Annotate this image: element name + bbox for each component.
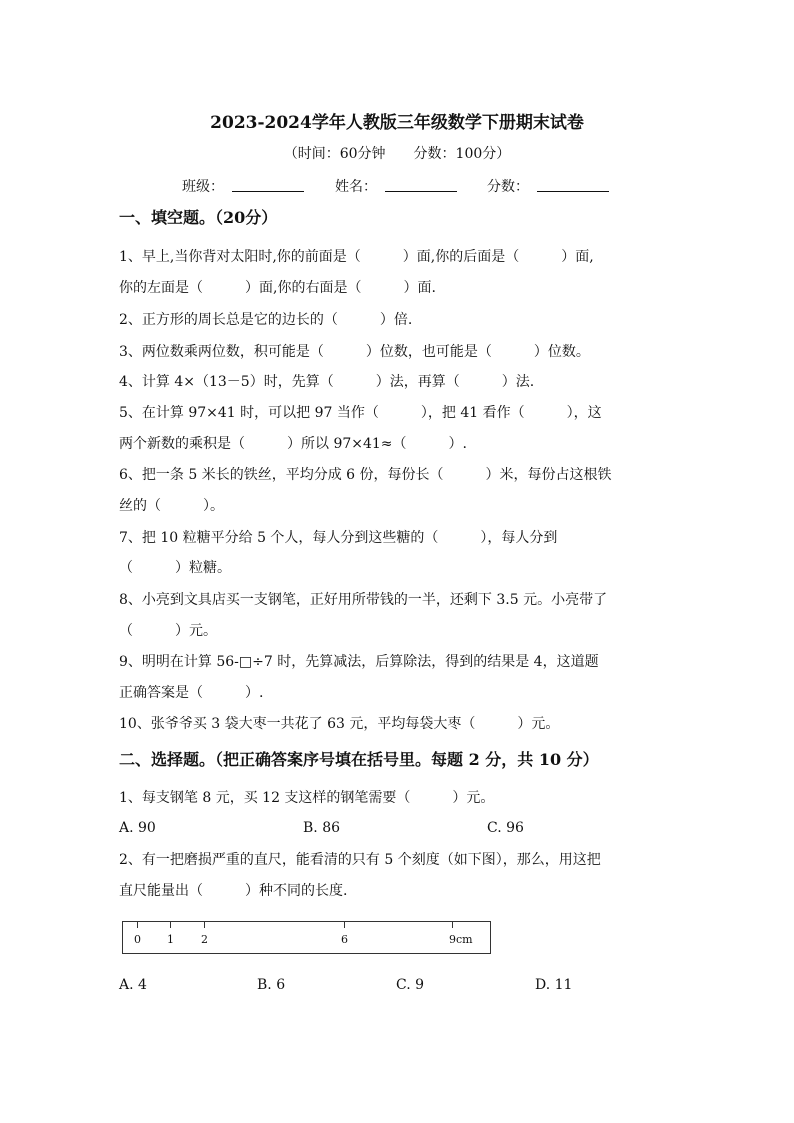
ruler-tick [170,922,171,928]
page-title: 2023-2024学年人教版三年级数学下册期末试卷 [210,113,584,133]
name-blank[interactable] [385,191,457,192]
question-line: 10、张爷爷买 3 袋大枣一共花了 63 元，平均每袋大枣（ ）元。 [119,716,560,732]
question-line: 5、在计算 97×41 时，可以把 97 当作（ ），把 41 看作（ ），这 [119,405,602,421]
option-d: D. 11 [535,977,573,993]
option-b: B. 6 [257,977,286,993]
ruler-label: 6 [341,933,348,946]
question-line: 两个新数的乘积是（ ）所以 97×41≈（ ）. [119,436,467,452]
ruler-figure [122,921,491,954]
question-line: （ ）粒糖。 [119,560,231,576]
section1-heading: 一、填空题。（20分） [119,208,278,227]
question-line: 7、把 10 粒糖平分给 5 个人，每人分到这些糖的（ ），每人分到 [119,530,558,546]
question-line: 1、早上,当你背对太阳时,你的前面是（ ）面,你的后面是（ ）面, [119,249,594,265]
score-blank[interactable] [537,191,609,192]
score-label: 分数： [487,179,529,195]
question-line: 6、把一条 5 米长的铁丝，平均分成 6 份，每份长（ ）米，每份占这根铁 [119,467,612,483]
option-b: B. 86 [303,820,341,836]
ruler-label: 1 [167,933,174,946]
section2-heading: 二、选择题。（把正确答案序号填在括号里。每题 2 分，共 10 分） [119,750,599,769]
ruler-label: 0 [134,933,141,946]
ruler-tick [452,922,453,928]
ruler-label: 9cm [449,933,473,946]
ruler-label: 2 [201,933,208,946]
option-c: C. 96 [487,820,524,836]
question-line: 2、有一把磨损严重的直尺，能看清的只有 5 个刻度（如下图），那么，用这把 [119,852,601,868]
class-blank[interactable] [232,191,304,192]
question-line: 直尺能量出（ ）种不同的长度. [119,883,348,899]
question-line: 2、正方形的周长总是它的边长的（ ）倍. [119,312,413,328]
class-label: 班级： [182,179,224,195]
question-line: 1、每支钢笔 8 元，买 12 支这样的钢笔需要（ ）元。 [119,790,495,806]
option-a: A. 4 [119,977,147,993]
question-line: （ ）元。 [119,623,217,639]
question-line: 3、两位数乘两位数，积可能是（ ）位数，也可能是（ ）位数。 [119,344,590,360]
question-line: 正确答案是（ ）. [119,685,264,701]
ruler-tick [344,922,345,928]
question-line: 8、小亮到文具店买一支钢笔，正好用所带钱的一半，还剩下 3.5 元。小亮带了 [119,592,608,608]
question-line: 丝的（ ）。 [119,498,224,514]
exam-meta: （时间：60分钟 分数：100分） [283,146,511,162]
question-line: 你的左面是（ ）面,你的右面是（ ）面. [119,280,436,296]
name-label: 姓名： [335,179,377,195]
ruler-tick [204,922,205,928]
question-line: 9、明明在计算 56-□÷7 时，先算减法，后算除法，得到的结果是 4，这道题 [119,654,599,670]
ruler-tick [137,922,138,928]
option-a: A. 90 [119,820,156,836]
question-line: 4、计算 4×（13－5）时，先算（ ）法，再算（ ）法. [119,374,535,390]
option-c: C. 9 [396,977,425,993]
